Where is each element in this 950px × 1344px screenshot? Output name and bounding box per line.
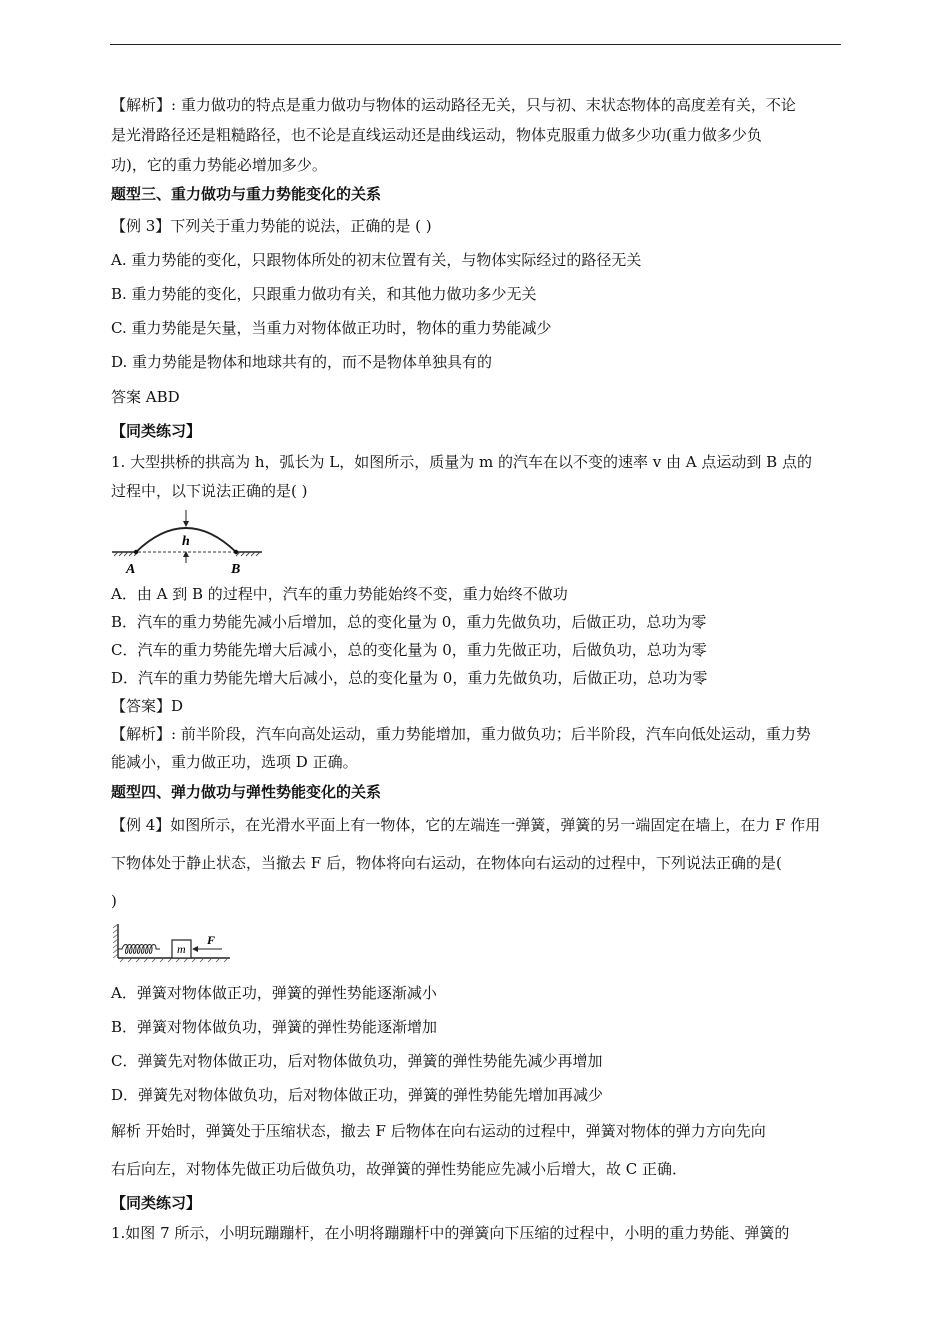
text-line: C．汽车的重力势能先增大后减小，总的变化量为 0，重力先做正功，后做负功，总功为零 [111, 641, 707, 659]
text-line: 题型四、弹力做功与弹性势能变化的关系 [111, 783, 382, 801]
text-line: A．弹簧对物体做正功，弹簧的弹性势能逐渐减小 [111, 984, 437, 1002]
text-line: C．弹簧先对物体做正功，后对物体做负功，弹簧的弹性势能先减少再增加 [111, 1052, 603, 1070]
text-line: 1. 大型拱桥的拱高为 h，弧长为 L，如图所示，质量为 m 的汽车在以不变的速率 v 由 A 点运动到 B 点的 [111, 453, 812, 471]
text-line: 【答案】D [111, 697, 184, 715]
spring-coil [118, 945, 160, 954]
text-line: B．汽车的重力势能先减小后增加，总的变化量为 0，重力先做负功，后做正功，总功为零 [111, 613, 707, 631]
text-line: 【解析】: 重力做功的特点是重力做功与物体的运动路径无关，只与初、末状态物体的高度差有关，不论 [111, 96, 796, 114]
text-line: B. 重力势能的变化，只跟重力做功有关，和其他力做功多少无关 [111, 285, 537, 303]
text-line: 【例 3】下列关于重力势能的说法，正确的是 ( ) [111, 217, 432, 235]
bridge-figure [108, 507, 268, 579]
text-line: 【例 4】如图所示，在光滑水平面上有一物体，它的左端连一弹簧，弹簧的另一端固定在墙上，在力 F 作用 [111, 816, 821, 834]
text-line: 1.如图 7 所示，小明玩蹦蹦杆，在小明将蹦蹦杆中的弹簧向下压缩的过程中，小明的重力势能、弹簧的 [111, 1224, 790, 1242]
text-line: D．弹簧先对物体做负功，后对物体做正功，弹簧的弹性势能先增加再减少 [111, 1086, 604, 1104]
text-line: 下物体处于静止状态，当撤去 F 后，物体将向右运动，在物体向右运动的过程中，下列说法正确的是( [111, 854, 782, 872]
text-line: 右后向左，对物体先做正功后做负功，故弹簧的弹性势能应先减小后增大，故 C 正确． [111, 1160, 688, 1178]
header-rule [110, 44, 841, 45]
text-line: 解析 开始时，弹簧处于压缩状态，撤去 F 后物体在向右运动的过程中，弹簧对物体的弹力方向先向 [111, 1122, 766, 1140]
text-line: C. 重力势能是矢量，当重力对物体做正功时，物体的重力势能减少 [111, 319, 552, 337]
text-line: D. 重力势能是物体和地球共有的，而不是物体单独具有的 [111, 353, 493, 371]
text-line: 能减小，重力做正功，选项 D 正确。 [111, 753, 358, 771]
text-line: ) [111, 892, 117, 910]
text-line: 功)，它的重力势能必增加多少。 [111, 156, 327, 174]
text-line: A．由 A 到 B 的过程中，汽车的重力势能始终不变，重力始终不做功 [111, 585, 568, 603]
text-line: 过程中，以下说法正确的是( ) [111, 482, 308, 500]
text-line: B．弹簧对物体做负功，弹簧的弹性势能逐渐增加 [111, 1018, 438, 1036]
text-line: 题型三、重力做功与重力势能变化的关系 [111, 185, 382, 203]
text-line: 答案 ABD [111, 388, 180, 406]
text-line: 【解析】: 前半阶段，汽车向高处运动，重力势能增加，重力做负功；后半阶段，汽车向低处运动，重力势 [111, 725, 811, 743]
spring-figure [110, 920, 235, 968]
text-line: D．汽车的重力势能先增大后减小，总的变化量为 0，重力先做负功，后做正功，总功为零 [111, 669, 708, 687]
bridge-a-label: A [126, 562, 136, 577]
bridge-b-label: B [231, 562, 241, 577]
text-line: 【同类练习】 [111, 422, 202, 440]
bridge-h-label: h [182, 534, 190, 549]
force-f-label: F [207, 933, 216, 947]
text-line: 是光滑路径还是粗糙路径，也不论是直线运动还是曲线运动，物体克服重力做多少功(重力做多少负 [111, 126, 762, 144]
text-line: A. 重力势能的变化，只跟物体所处的初末位置有关，与物体实际经过的路径无关 [111, 251, 642, 269]
block-m-label: m [177, 942, 186, 956]
text-line: 【同类练习】 [111, 1194, 202, 1212]
